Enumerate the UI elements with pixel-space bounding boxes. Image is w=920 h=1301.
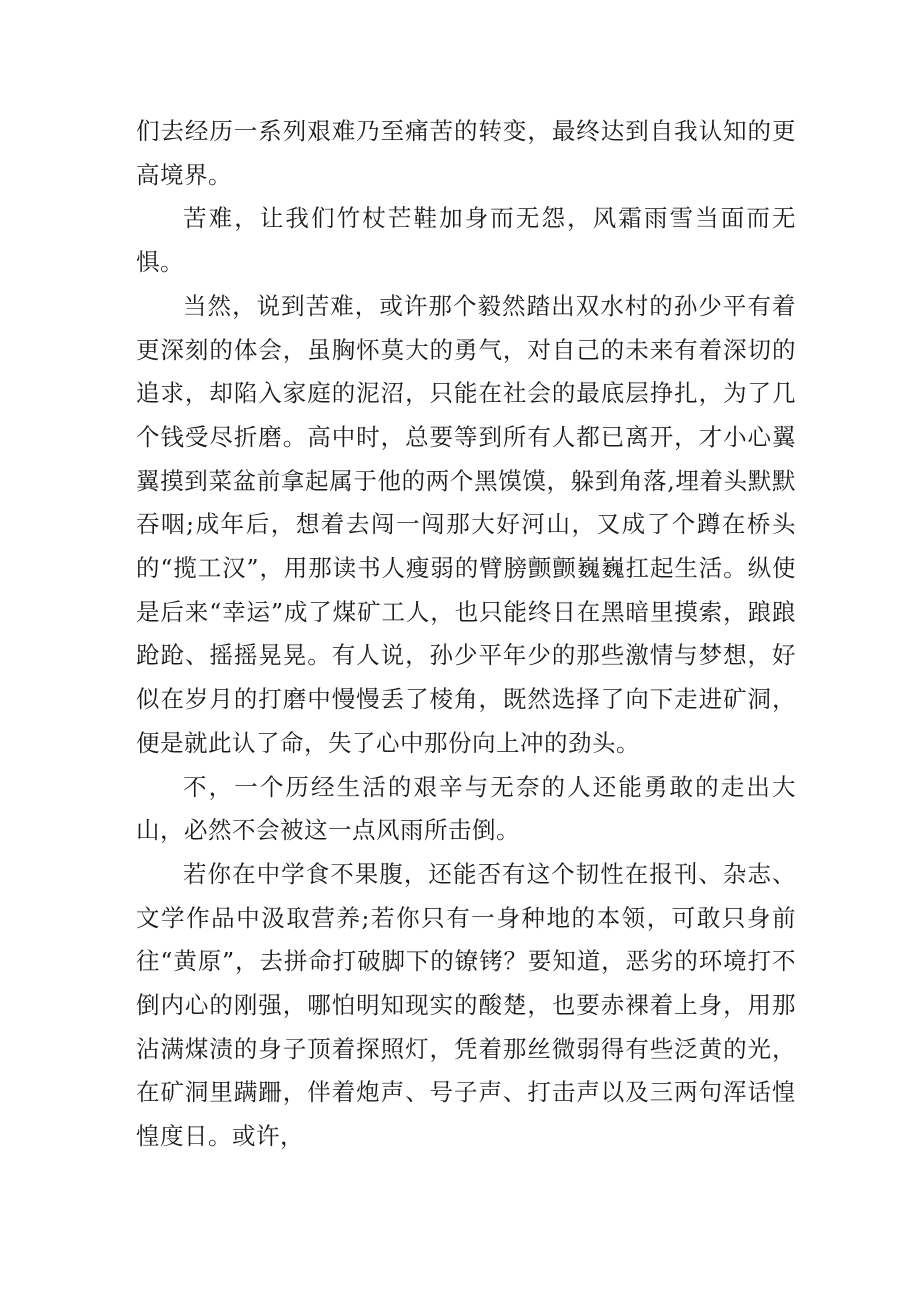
paragraph-sun-shaoping: 当然，说到苦难，或许那个毅然踏出双水村的孙少平有着更深刻的体会，虽胸怀莫大的勇气，对自己的未来有着深切的追求，却陷入家庭的泥沼，只能在社会的最底层挣扎，为了几个钱受尽折磨。高中时，总要等到所有人都已离开，才小心翼翼摸到菜盆前拿起属于他的两个黑馍馍，躲到角落,埋着头默默吞咽;成年后，想着去闯一闯那大好河山，又成了个蹲在桥头的“揽工汉”，用那读书人瘦弱的臂膀颤颤巍巍扛起生活。纵使是后来“幸运”成了煤矿工人，也只能终日在黑暗里摸索，踉踉跄跄、摇摇晃晃。有人说，孙少平年少的那些激情与梦想，好似在岁月的打磨中慢慢丢了棱角，既然选择了向下走进矿洞，便是就此认了命，失了心中那份向上冲的劲头。 [136, 291, 796, 757]
paragraph-resilience: 若你在中学食不果腹，还能否有这个韧性在报刊、杂志、文学作品中汲取营养;若你只有一身种地的本领，可敢只身前往“黄原”，去拼命打破脚下的镣铐？要知道，恶劣的环境打不倒内心的刚强，哪怕明知现实的酸楚，也要赤裸着上身，用那沾满煤渍的身子顶着探照灯，凭着那丝微弱得有些泛黄的光，在矿洞里蹒跚，伴着炮声、号子声、打击声以及三两句浑话惶惶度日。或许， [136, 859, 796, 1151]
paragraph-rebuttal: 不，一个历经生活的艰辛与无奈的人还能勇敢的走出大山，必然不会被这一点风雨所击倒。 [136, 772, 796, 845]
essay-body [136, 110, 796, 1159]
paragraph-continuation: 们去经历一系列艰难乃至痛苦的转变，最终达到自我认知的更高境界。 [136, 117, 796, 189]
paragraph-hardship-quote: 苦难，让我们竹杖芒鞋加身而无怨，风霜雨雪当面而无惧。 [136, 204, 796, 277]
